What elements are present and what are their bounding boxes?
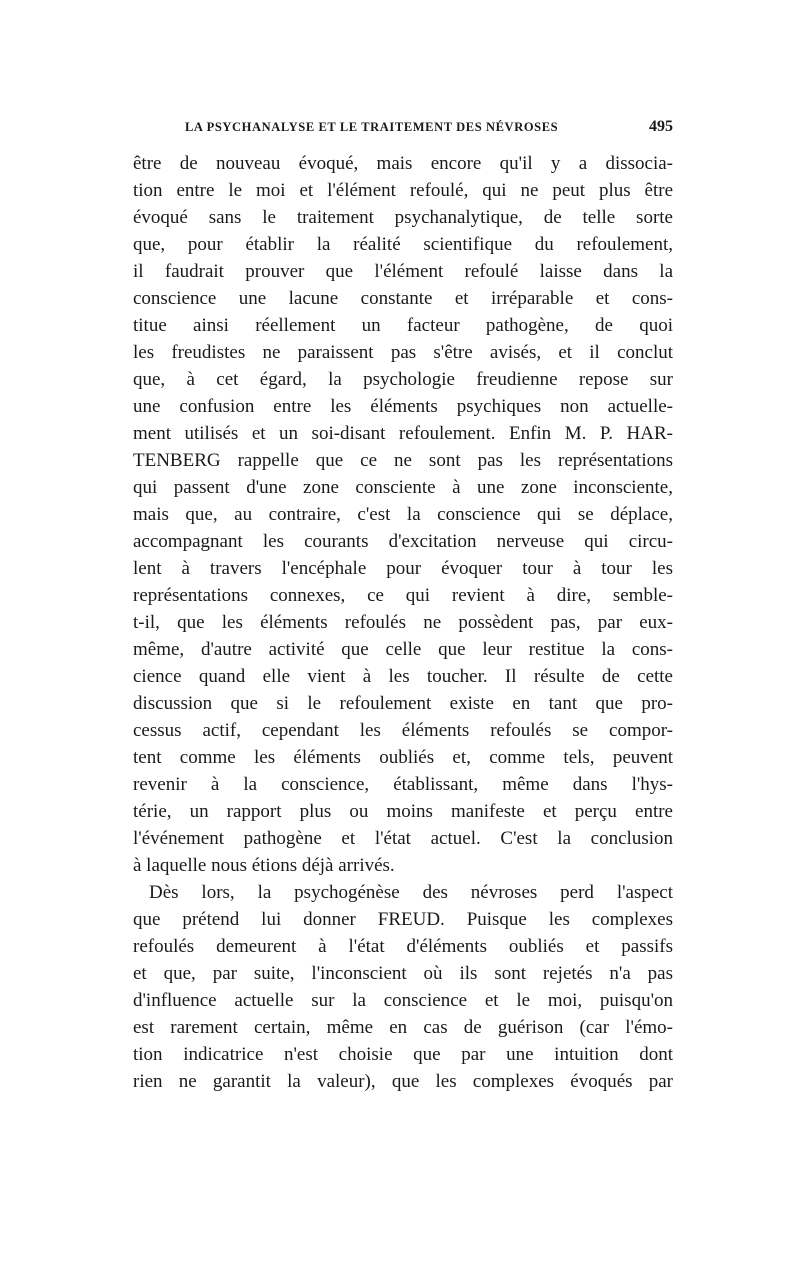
body-text <box>133 150 673 1095</box>
text-line: même, d'autre activité que celle que leur restitue la cons- <box>133 639 673 660</box>
text-line: cessus actif, cependant les éléments refoulés se compor- <box>133 720 673 741</box>
text-line: tion entre le moi et l'élément refoulé, qui ne peut plus être <box>133 180 673 201</box>
text-line: représentations connexes, ce qui revient à dire, semble- <box>133 585 673 606</box>
text-line: il faudrait prouver que l'élément refoulé laisse dans la <box>133 261 673 282</box>
text-line: TENBERG rappelle que ce ne sont pas les représentations <box>133 450 673 471</box>
text-line: que, pour établir la réalité scientifique du refoulement, <box>133 234 673 255</box>
running-header <box>133 118 673 140</box>
text-line: une confusion entre les éléments psychiques non actuelle- <box>133 396 673 417</box>
text-line: évoqué sans le traitement psychanalytique, de telle sorte <box>133 207 673 228</box>
text-line: d'influence actuelle sur la conscience et le moi, puisqu'on <box>133 990 673 1011</box>
text-line: qui passent d'une zone consciente à une zone inconsciente, <box>133 477 673 498</box>
paragraph-end-line: à laquelle nous étions déjà arrivés. <box>133 855 395 876</box>
text-line: revenir à la conscience, établissant, même dans l'hys- <box>133 774 673 795</box>
page-number: 495 <box>649 118 673 135</box>
paragraph-start-line: Dès lors, la psychogénèse des névroses perd l'aspect <box>149 882 673 903</box>
text-line: est rarement certain, même en cas de guérison (car l'émo- <box>133 1017 673 1038</box>
running-title: LA PSYCHANALYSE ET LE TRAITEMENT DES NÉVROSES <box>185 120 559 134</box>
text-line: accompagnant les courants d'excitation nerveuse qui circu- <box>133 531 673 552</box>
text-line: et que, par suite, l'inconscient où ils sont rejetés n'a pas <box>133 963 673 984</box>
text-line: térie, un rapport plus ou moins manifeste et perçu entre <box>133 801 673 822</box>
text-line: lent à travers l'encéphale pour évoquer tour à tour les <box>133 558 673 579</box>
text-line: titue ainsi réellement un facteur pathogène, de quoi <box>133 315 673 336</box>
text-line: ment utilisés et un soi-disant refoulement. Enfin M. P. HAR- <box>133 423 673 444</box>
text-line: être de nouveau évoqué, mais encore qu'il y a dissocia- <box>133 153 673 174</box>
text-line: tent comme les éléments oubliés et, comme tels, peuvent <box>133 747 673 768</box>
text-line: cience quand elle vient à les toucher. Il résulte de cette <box>133 666 673 687</box>
text-line: tion indicatrice n'est choisie que par une intuition dont <box>133 1044 673 1065</box>
text-line: t-il, que les éléments refoulés ne possèdent pas, par eux- <box>133 612 673 633</box>
text-line: conscience une lacune constante et irréparable et cons- <box>133 288 673 309</box>
text-line: l'événement pathogène et l'état actuel. C'est la conclusion <box>133 828 673 849</box>
text-line: que prétend lui donner FREUD. Puisque les complexes <box>133 909 673 930</box>
text-line: mais que, au contraire, c'est la conscience qui se déplace, <box>133 504 673 525</box>
text-line: que, à cet égard, la psychologie freudienne repose sur <box>133 369 673 390</box>
text-line: discussion que si le refoulement existe en tant que pro- <box>133 693 673 714</box>
text-line: rien ne garantit la valeur), que les complexes évoqués par <box>133 1071 673 1092</box>
text-line: les freudistes ne paraissent pas s'être avisés, et il conclut <box>133 342 673 363</box>
text-line: refoulés demeurent à l'état d'éléments oubliés et passifs <box>133 936 673 957</box>
